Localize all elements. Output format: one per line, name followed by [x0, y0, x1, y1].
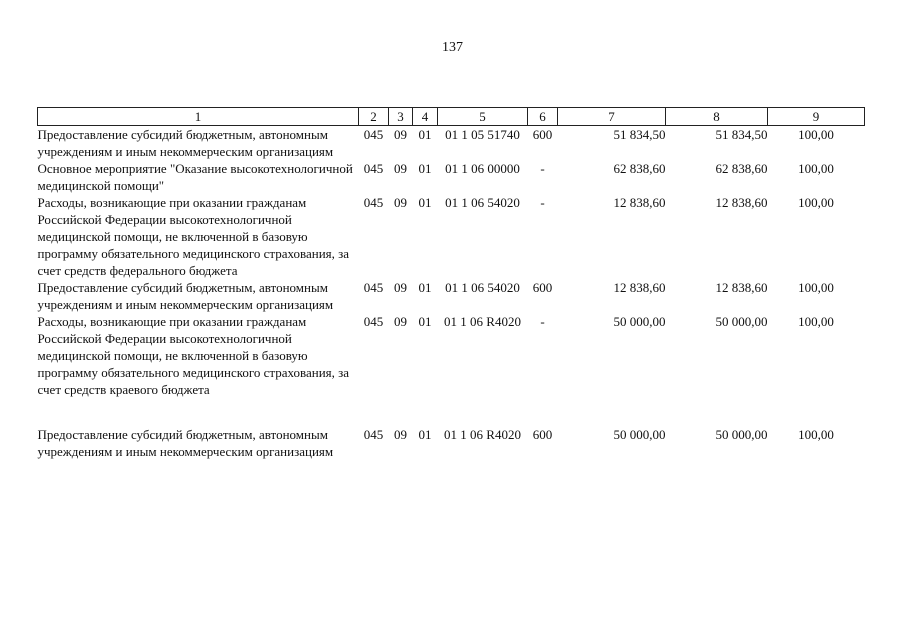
row-target-code: 01 1 06 R4020	[444, 427, 521, 442]
row-expense-type: 600	[532, 127, 553, 142]
row-expense-type: -	[540, 314, 545, 329]
row-actual-amount: 50 000,00	[715, 314, 768, 329]
row-percent: 100,00	[798, 195, 834, 210]
row-planned-amount: 12 838,60	[613, 280, 666, 295]
header-cell: 9	[768, 108, 865, 126]
row-expense-type: -	[540, 195, 545, 210]
row-expense-type: 600	[532, 427, 553, 442]
page-number: 137	[442, 40, 463, 55]
row-name: Предоставление субсидий бюджетным, автономным учреждениям и иным некоммерческим организациям	[37, 127, 334, 159]
table-row	[38, 126, 865, 161]
header-cell: 7	[558, 108, 666, 126]
row-percent: 100,00	[798, 161, 834, 176]
row-name: Предоставление субсидий бюджетным, автономным учреждениям и иным некоммерческим организациям	[37, 427, 334, 459]
row-ministry-code: 045	[363, 280, 384, 295]
header-cell: 1	[38, 108, 359, 126]
row-percent: 100,00	[798, 314, 834, 329]
row-subsection-code: 01	[418, 427, 432, 442]
row-subsection-code: 01	[418, 314, 432, 329]
row-ministry-code: 045	[363, 195, 384, 210]
row-ministry-code: 045	[363, 427, 384, 442]
row-subsection-code: 01	[418, 127, 432, 142]
row-actual-amount: 12 838,60	[715, 280, 768, 295]
row-target-code: 01 1 06 54020	[445, 280, 520, 295]
row-subsection-code: 01	[418, 161, 432, 176]
header-cell: 6	[528, 108, 558, 126]
row-planned-amount: 62 838,60	[613, 161, 666, 176]
row-actual-amount: 51 834,50	[715, 127, 768, 142]
row-target-code: 01 1 06 54020	[445, 195, 520, 210]
row-planned-amount: 51 834,50	[613, 127, 666, 142]
row-section-code: 09	[394, 127, 407, 142]
header-cell: 8	[666, 108, 768, 126]
row-actual-amount: 12 838,60	[715, 195, 768, 210]
row-ministry-code: 045	[363, 314, 384, 329]
row-subsection-code: 01	[418, 280, 432, 295]
header-cell: 4	[413, 108, 438, 126]
row-percent: 100,00	[798, 127, 834, 142]
row-actual-amount: 62 838,60	[715, 161, 768, 176]
header-cell: 2	[359, 108, 389, 126]
row-actual-amount: 50 000,00	[715, 427, 768, 442]
table-row	[38, 279, 865, 313]
row-target-code: 01 1 06 00000	[445, 161, 520, 176]
row-percent: 100,00	[798, 280, 834, 295]
row-subsection-code: 01	[418, 195, 432, 210]
row-percent: 100,00	[798, 427, 834, 442]
row-section-code: 09	[394, 161, 407, 176]
table-row	[38, 313, 865, 426]
row-section-code: 09	[394, 195, 407, 210]
row-expense-type: -	[540, 161, 545, 176]
row-planned-amount: 50 000,00	[613, 314, 666, 329]
header-cell: 5	[438, 108, 528, 126]
row-name: Предоставление субсидий бюджетным, автономным учреждениям и иным некоммерческим организациям	[37, 280, 334, 312]
row-target-code: 01 1 05 51740	[445, 127, 520, 142]
table-row	[38, 194, 865, 279]
row-expense-type: 600	[532, 280, 553, 295]
budget-table	[37, 107, 865, 460]
table-row	[38, 160, 865, 194]
header-cell: 3	[389, 108, 413, 126]
row-planned-amount: 50 000,00	[613, 427, 666, 442]
row-section-code: 09	[394, 280, 407, 295]
row-planned-amount: 12 838,60	[613, 195, 666, 210]
row-ministry-code: 045	[363, 161, 384, 176]
table-row	[38, 426, 865, 460]
row-name: Расходы, возникающие при оказании гражданам Российской Федерации высокотехнологичной медицинской помощи, не включенной в базовую программу обязательного медицинского страхования, за счет средств федерального бюджета	[37, 195, 350, 278]
row-section-code: 09	[394, 314, 407, 329]
header-row	[38, 108, 865, 126]
row-ministry-code: 045	[363, 127, 384, 142]
row-target-code: 01 1 06 R4020	[444, 314, 521, 329]
row-name: Расходы, возникающие при оказании гражданам Российской Федерации высокотехнологичной медицинской помощи, не включенной в базовую программу обязательного медицинского страхования, за счет средств краевого бюджета	[37, 314, 350, 397]
row-name: Основное мероприятие "Оказание высокотехнологичной медицинской помощи"	[37, 161, 353, 193]
row-section-code: 09	[394, 427, 407, 442]
